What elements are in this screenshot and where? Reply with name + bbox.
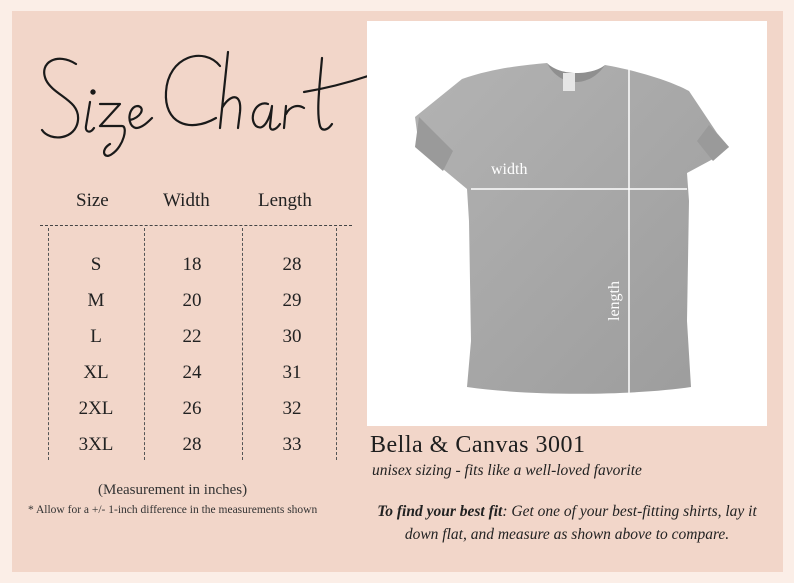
size-table: [38, 190, 358, 470]
product-tagline: unisex sizing - fits like a well-loved favorite: [372, 462, 642, 479]
cell-size: 3XL: [78, 434, 114, 455]
width-label: width: [491, 161, 528, 178]
cell-size: S: [90, 254, 102, 275]
column-header-size: Size: [76, 190, 109, 211]
fit-tip: [362, 500, 772, 546]
cell-size: 2XL: [78, 398, 114, 419]
cell-width: 18: [182, 254, 202, 275]
cell-size: M: [87, 290, 105, 311]
cell-width: 28: [182, 434, 202, 455]
fit-tip-text: : Get one of your best-fitting shirts, lay it down flat, and measure as shown above to compare.: [404, 503, 757, 543]
column-header-length: Length: [258, 190, 312, 211]
fit-tip-lead: To find your best fit: [377, 503, 503, 520]
column-divider: [336, 228, 337, 460]
cell-length: 29: [282, 290, 302, 311]
cell-length: 30: [282, 326, 302, 347]
column-divider: [242, 228, 243, 460]
tshirt-illustration: [367, 21, 767, 426]
cell-width: 26: [182, 398, 202, 419]
product-name: Bella & Canvas 3001: [370, 432, 586, 458]
tshirt-body: [415, 63, 729, 394]
column-divider: [48, 228, 49, 460]
column-divider: [144, 228, 145, 460]
allowance-note: * Allow for a +/- 1-inch difference in the measurements shown: [28, 504, 318, 516]
cell-size: XL: [83, 362, 109, 383]
cell-length: 31: [282, 362, 302, 383]
length-label: length: [606, 281, 623, 321]
column-header-width: Width: [163, 190, 210, 211]
header-divider: [40, 225, 352, 226]
cell-length: 28: [282, 254, 302, 275]
cell-length: 33: [282, 434, 302, 455]
cell-width: 24: [182, 362, 202, 383]
cell-size: L: [90, 326, 102, 347]
cell-width: 22: [182, 326, 202, 347]
size-chart-title: [28, 22, 368, 172]
cell-width: 20: [182, 290, 202, 311]
cell-length: 32: [282, 398, 302, 419]
measurement-units-note: (Measurement in inches): [98, 482, 248, 498]
size-chart-script-lettering: [28, 22, 368, 172]
tshirt-photo: [367, 21, 767, 426]
